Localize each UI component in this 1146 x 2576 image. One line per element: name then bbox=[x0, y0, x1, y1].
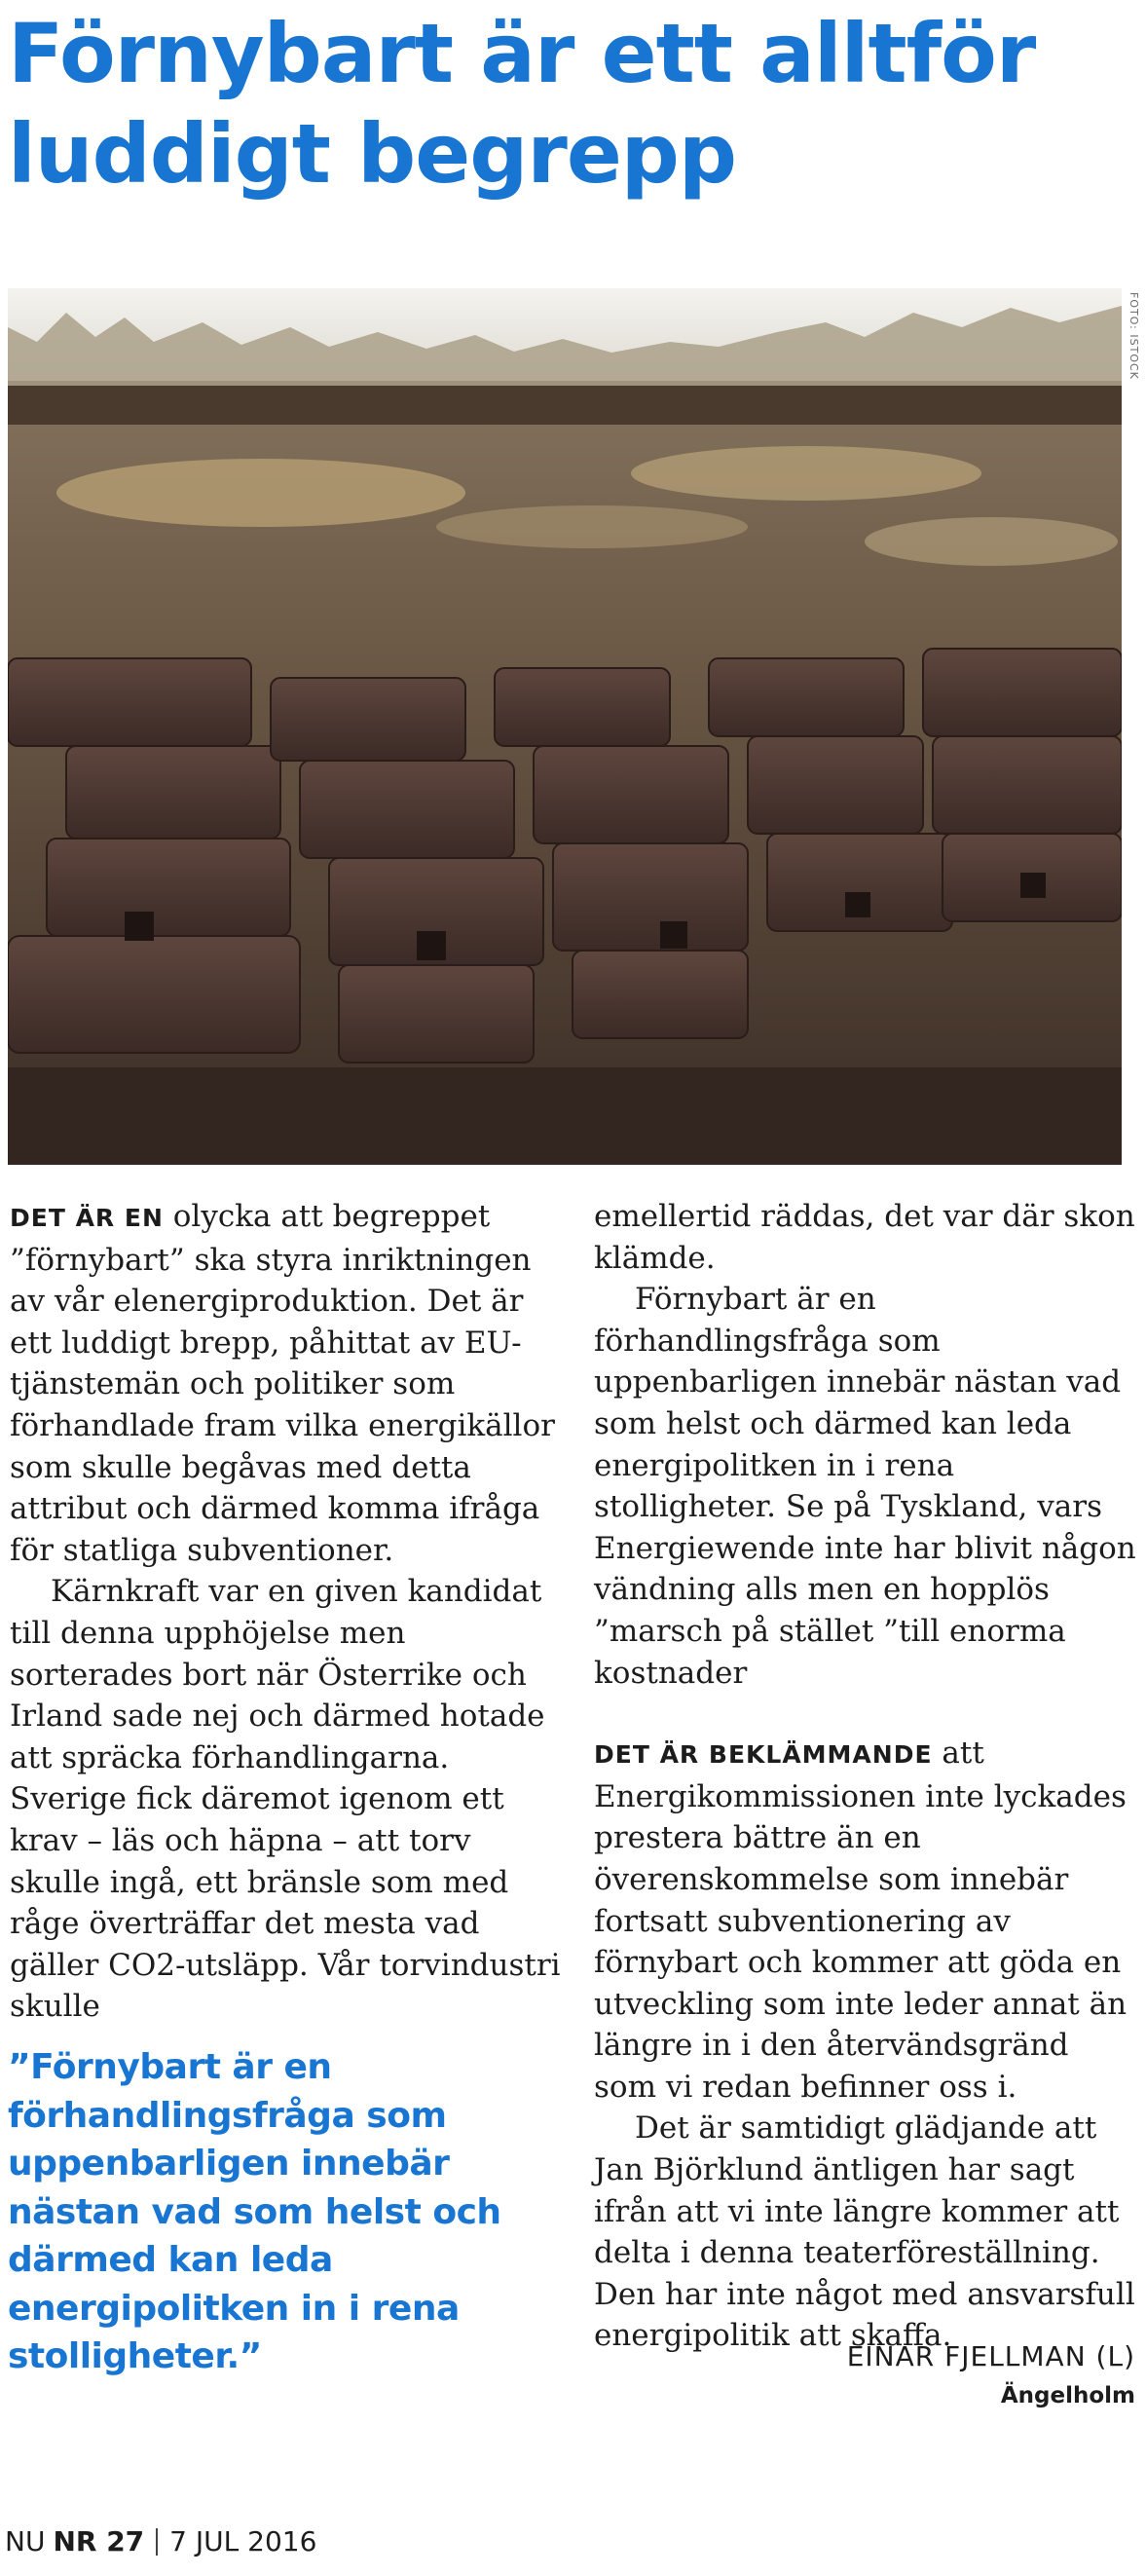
body-column-right bbox=[594, 1196, 1139, 2357]
body-paragraph bbox=[10, 1196, 567, 1571]
pull-quote: ”Förnybart är en förhandlingsfråga som uppenbarligen innebär nästan vad som helst och därmed kan leda energipolitken in i rena stolligheter.” bbox=[8, 2047, 501, 2376]
footer-divider bbox=[156, 2528, 158, 2556]
body-paragraph: emellertid räddas, det var där skon klämde. bbox=[594, 1199, 1135, 1276]
body-column-left bbox=[10, 1196, 567, 2028]
photo-credit: FOTO: ISTOCK bbox=[1128, 292, 1140, 380]
author-town: Ängelholm bbox=[1000, 2383, 1135, 2408]
lead-in: DET ÄR BEKLÄMMANDE bbox=[594, 1740, 933, 1770]
peat-stacks-photo bbox=[8, 288, 1122, 1165]
body-paragraph: Kärnkraft var en given kandidat till denna upphöjelse men sorterades bort när Österrike och Irland sade nej och därmed hotade att spräcka förhandlingarna. Sverige fick däremot igenom ett krav – läs och häpna – att torv skulle ingå, ett bränsle som med råge överträffar det mesta vad gäller CO2-utsläpp. Vår torvindustri skulle bbox=[10, 1574, 561, 2025]
author-name: EINAR FJELLMAN (L) bbox=[846, 2340, 1135, 2372]
paragraph-text: att Energikommissionen inte lyckades prestera bättre än en överenskommelse som innebär fortsatt subventionering av förnybart och kommer att göda en utveckling som inte leder annat än längre in i den återvändsgränd som vi redan befinner oss i. bbox=[594, 1736, 1128, 2105]
paragraph-text: olycka att begreppet ”förnybart” ska styra inriktningen av vår elenergiproduktion. Det är ett luddigt brepp, påhittat av EU-tjänstemän och politiker som förhandlade fram vilka energikällor som skulle begåvas med detta attribut och därmed komma ifråga för statliga subventioner. bbox=[10, 1199, 555, 1568]
body-paragraph: Förnybart är en förhandlingsfråga som uppenbarligen innebär nästan vad som helst och därmed kan leda energipolitken in i rena stolligheter. Se på Tyskland, vars Energiewende inte har blivit någon vändning alls men en hopplös ”marsch på stället ”till enorma kostnader bbox=[594, 1282, 1136, 1691]
headline: Förnybart är ett alltför luddigt begrepp bbox=[8, 6, 1036, 202]
publication-name: NU bbox=[5, 2525, 46, 2557]
page-footer bbox=[5, 2525, 316, 2557]
issue-number: NR 27 bbox=[53, 2525, 145, 2557]
body-paragraph bbox=[594, 1733, 1139, 2108]
issue-date: 7 JUL 2016 bbox=[169, 2525, 317, 2557]
lead-in: DET ÄR EN bbox=[10, 1204, 164, 1232]
body-paragraph: Det är samtidigt glädjande att Jan Björklund äntligen har sagt ifrån att vi inte längre kommer att delta i denna teaterföreställning. Den har inte något med ansvarsfull energipolitik att skaffa. bbox=[594, 2110, 1135, 2354]
